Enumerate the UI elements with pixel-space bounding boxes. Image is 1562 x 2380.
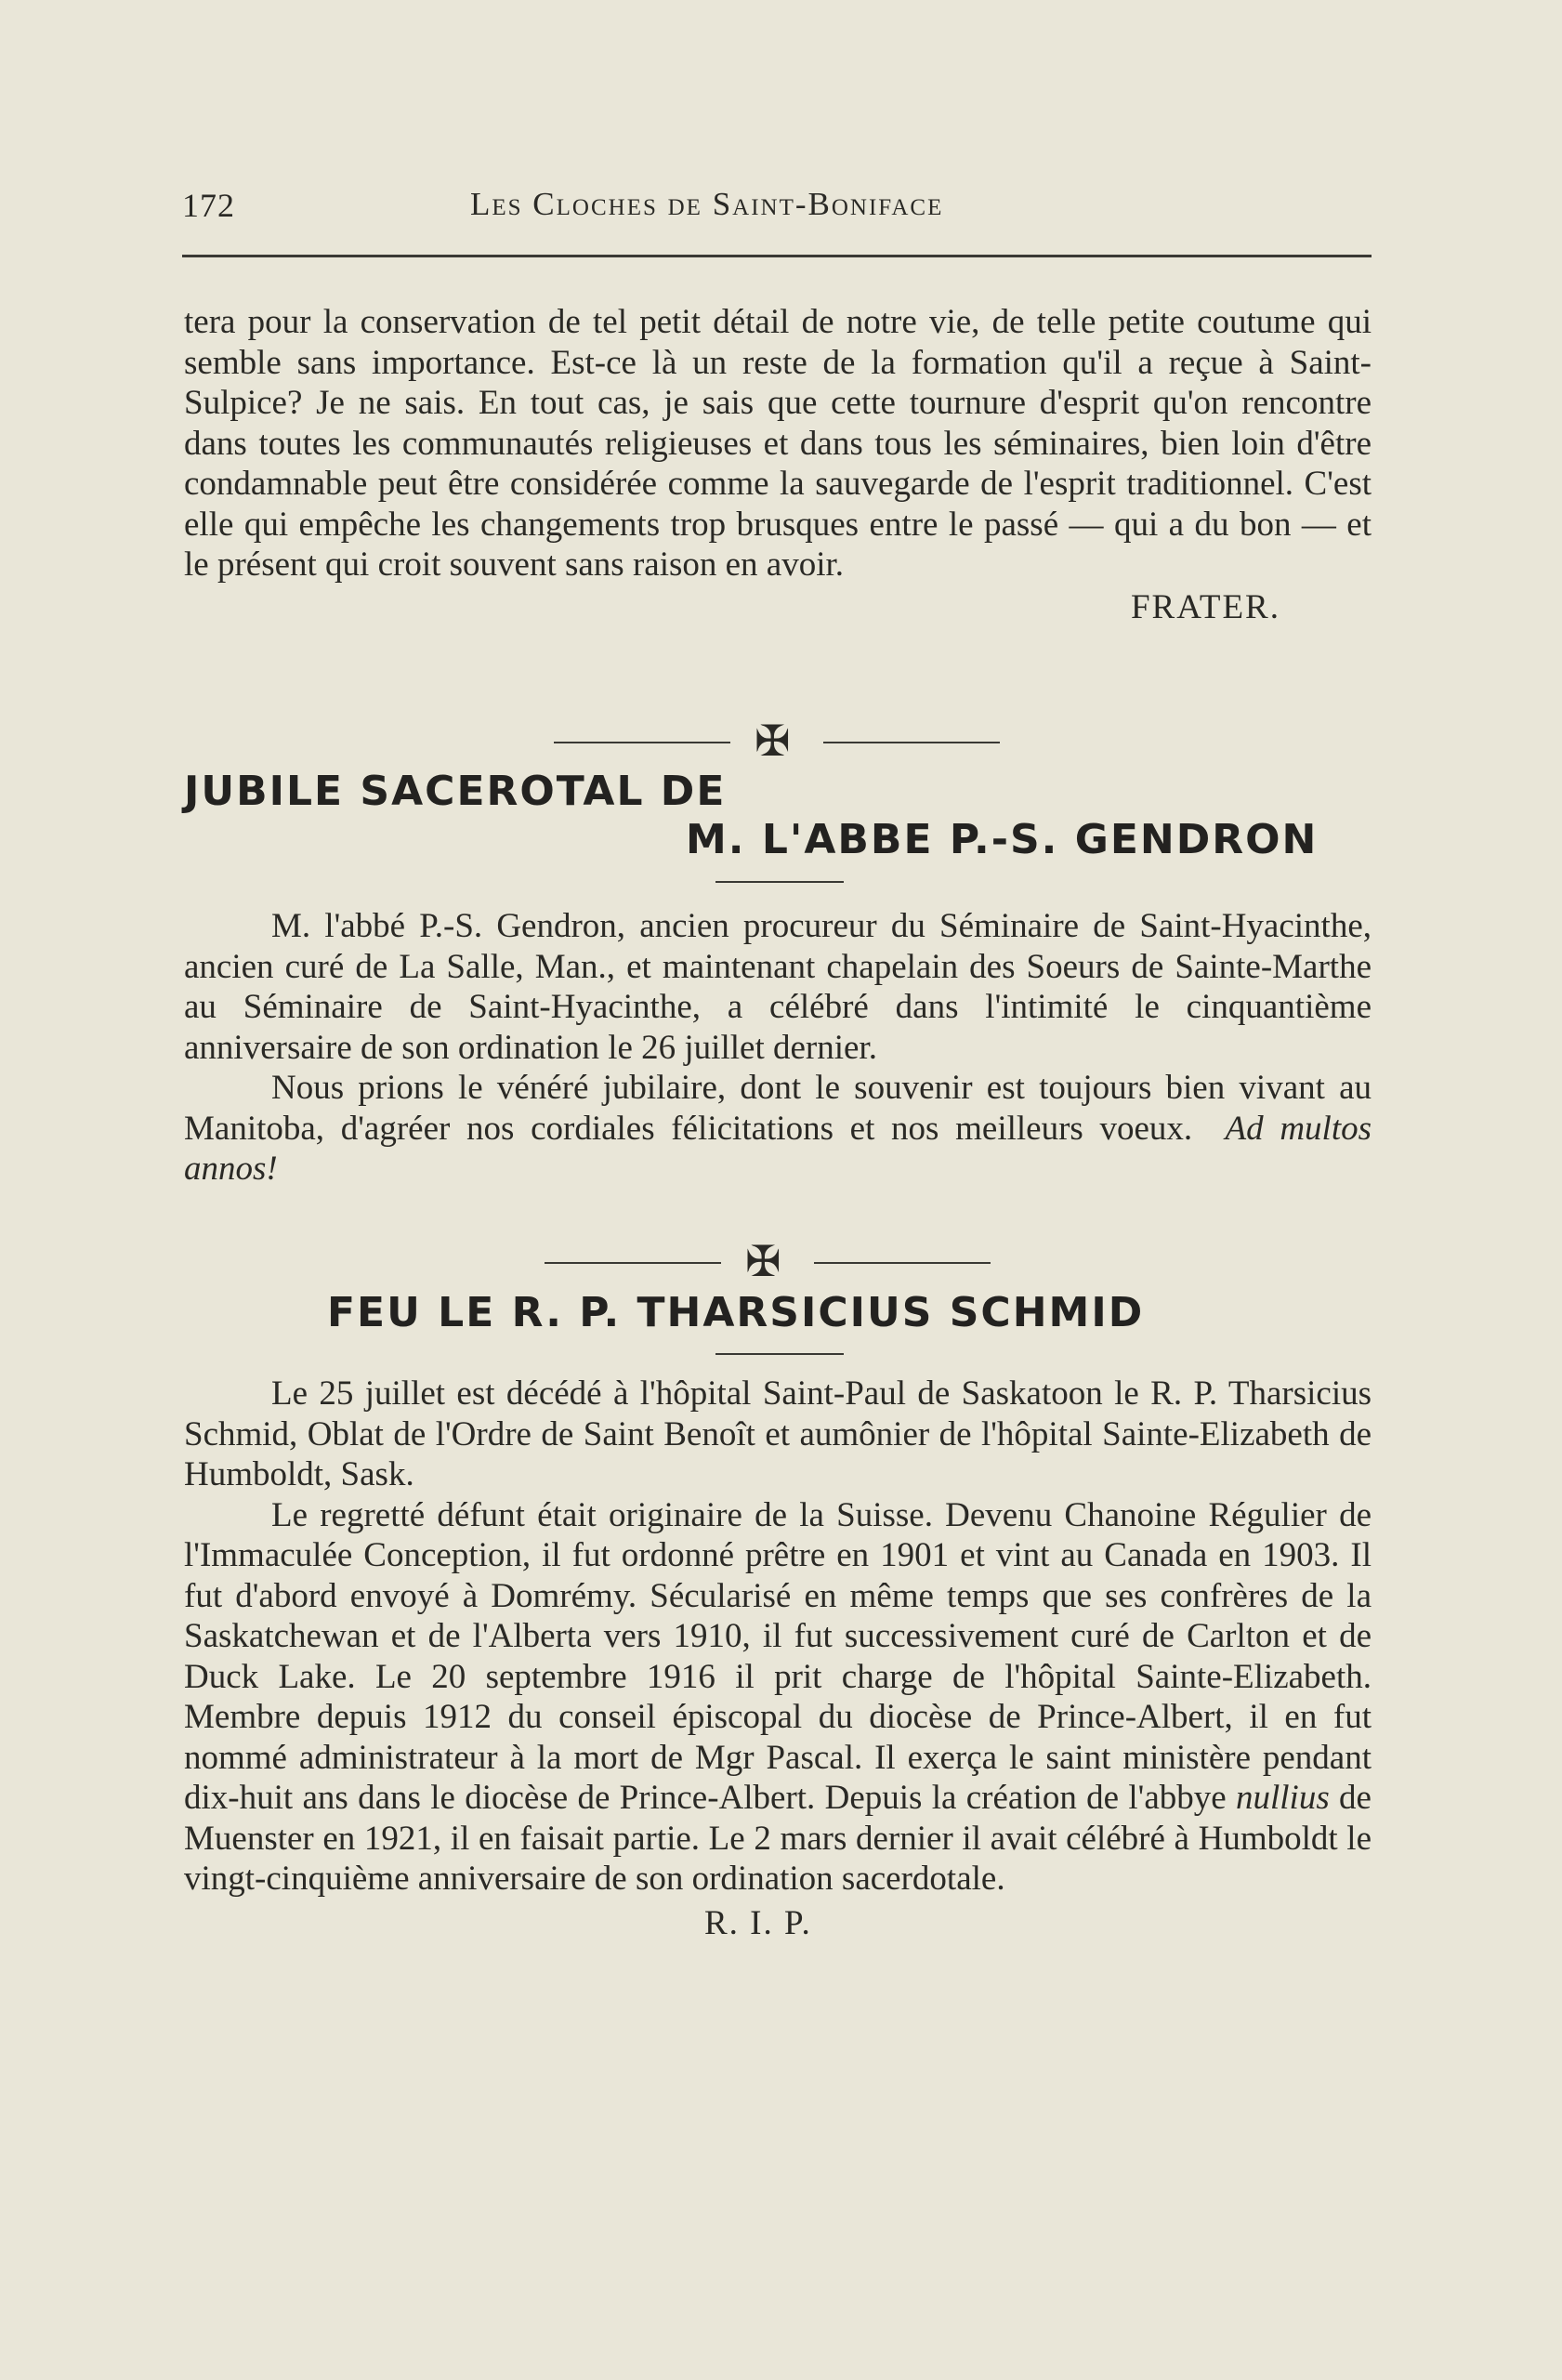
divider-line-left: [545, 1262, 721, 1264]
cross-ornament-icon: ✠: [745, 1236, 781, 1286]
continued-article: [184, 302, 1372, 627]
article2-title: FEU LE R. P. THARSICIUS SCHMID: [327, 1289, 1145, 1336]
running-title: Les Cloches de Saint-Boniface: [470, 186, 944, 222]
article1-closing: Ad multos annos!: [184, 1109, 1372, 1188]
section-divider: [554, 716, 1037, 766]
page-number: 172: [182, 187, 235, 224]
article1-body: [184, 906, 1372, 1190]
article2-nullius: nullius: [1236, 1779, 1330, 1817]
heading-underline: [715, 1353, 844, 1355]
article2-paragraph2: [184, 1495, 1372, 1900]
header-rule: [182, 255, 1372, 257]
page-header: [182, 186, 1372, 238]
article1-title-line1: JUBILE SACEROTAL DE: [184, 768, 727, 815]
article2-paragraph1: Le 25 juillet est décédé à l'hôpital Saint-Paul de Saskatoon le R. P. Tharsicius Schmid, Oblat de l'Ordre de Saint Benoît et aumônier de l'hôpital Sainte-Elizabeth de Humboldt, Sask.: [184, 1374, 1372, 1493]
article1-paragraph1: M. l'abbé P.-S. Gendron, ancien procureur du Séminaire de Saint-Hyacinthe, ancien curé de La Salle, Man., et maintenant chapelain des Soeurs de Sainte-Marthe au Séminaire de Saint-Hyacinthe, a célébré dans l'intimité le cinquantième anniversaire de son ordination le 26 juillet dernier.: [184, 907, 1372, 1067]
cross-ornament-icon: ✠: [755, 716, 791, 766]
continued-paragraph: tera pour la conservation de tel petit détail de notre vie, de telle petite coutume qui semble sans importance. Est-ce là un reste de la formation qu'il a reçue à Saint-Sulpice? Je ne sais. En tout cas, je sais que cette tournure d'esprit qu'on rencontre dans toutes les communautés religieuses et dans tous les séminaires, bien loin d'être condamnable peut être considérée comme la sauvegarde de l'esprit traditionnel. C'est elle qui empêche les changements trop brusques entre le passé — qui a du bon — et le présent qui croit souvent sans raison en avoir.: [184, 303, 1372, 584]
heading-underline: [715, 881, 844, 883]
article1-paragraph2-text: Nous prions le vénéré jubilaire, dont le souvenir est toujours bien vivant au Manitoba, d'agréer nos cordiales félicitations et nos meilleurs voeux.: [184, 1069, 1372, 1148]
article2-paragraph2-after: de Muenster en 1921, il en faisait partie. Le 2 mars dernier il avait célébré à Humboldt le vingt-cinquième anniversaire de son ordination sacerdotale.: [184, 1779, 1372, 1898]
divider-line-left: [554, 742, 730, 743]
article2-closing: R. I. P.: [704, 1903, 812, 1942]
article1-title-line2: M. L'ABBE P.-S. GENDRON: [686, 816, 1319, 863]
article2-paragraph2-before: Le regretté défunt était originaire de la Suisse. Devenu Chanoine Régulier de l'Immaculée Conception, il fut ordonné prêtre en 1901 et vint au Canada en 1903. Il fut d'abord envoyé à Domrémy. Sécularisé en même temps que ses confrères de la Saskatchewan et de l'Alberta vers 1910, il fut successivement curé de Carlton et de Duck Lake. Le 20 septembre 1916 il prit charge de l'hôpital Sainte-Elizabeth. Membre depuis 1912 du conseil épiscopal du diocèse de Prince-Albert, il en fut nommé administrateur à la mort de Mgr Pascal. Il exerça le saint ministère pendant dix-huit ans dans le diocèse de Prince-Albert. Depuis la création de l'abbye: [184, 1495, 1372, 1817]
article2-body: [184, 1374, 1372, 1943]
signature-frater: FRATER.: [1130, 587, 1280, 626]
article1-paragraph2: [184, 1068, 1372, 1190]
section-divider: [545, 1236, 1028, 1286]
divider-line-right: [814, 1262, 991, 1264]
divider-line-right: [823, 742, 1000, 743]
